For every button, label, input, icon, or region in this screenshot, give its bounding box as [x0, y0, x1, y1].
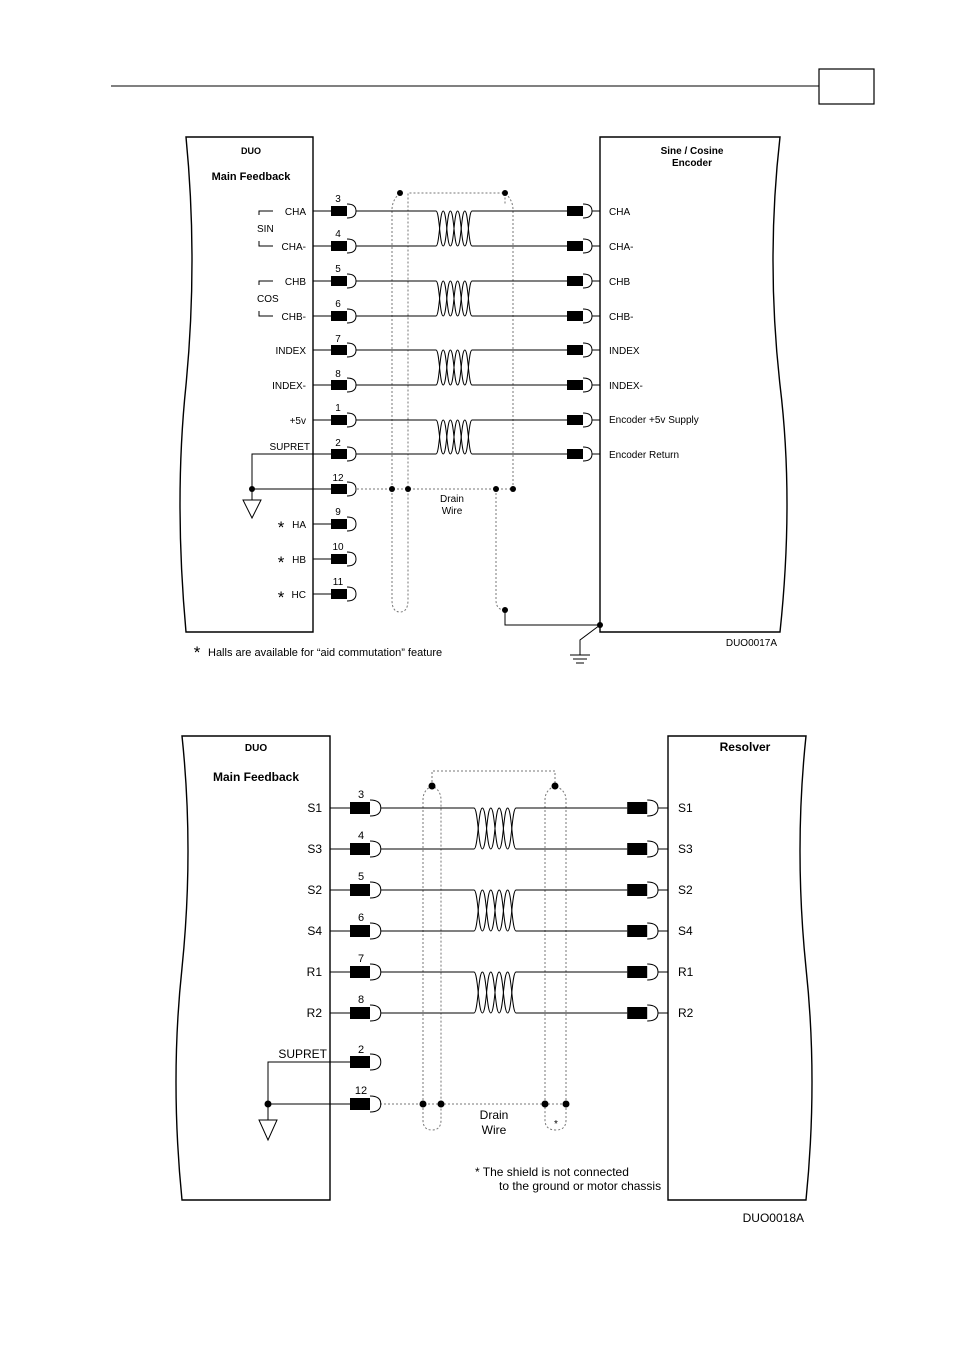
shield-note-line2: to the ground or motor chassis — [499, 1179, 662, 1193]
shield-to-chassis-wire — [505, 610, 600, 625]
pin-cup — [583, 239, 592, 253]
pin-number: 7 — [357, 953, 365, 965]
pin-cup — [370, 1054, 381, 1070]
duo-title: DUO — [241, 146, 261, 156]
pin-number: 2 — [335, 438, 341, 449]
supret-ground-wire — [252, 454, 313, 489]
resolver-signal-label: S1 — [678, 801, 693, 815]
pin-cup — [583, 413, 592, 427]
shield-left-loop — [392, 193, 505, 612]
duo-title: DUO — [244, 743, 268, 754]
signal-label: CHA- — [281, 242, 306, 253]
pin-cup — [583, 204, 592, 218]
pin-block — [350, 1007, 370, 1019]
drain-label-line1: Drain — [440, 494, 464, 505]
drain-dot — [493, 486, 499, 492]
pin-block — [331, 589, 347, 599]
resolver-signal-label: R1 — [678, 965, 694, 979]
pin-number: 4 — [335, 229, 341, 240]
encoder-signal-label: CHB — [609, 277, 631, 288]
shield-top-bridge — [432, 771, 555, 786]
pin-block — [567, 345, 583, 355]
signal-label: HA — [292, 520, 306, 531]
encoder-signal-label: Encoder Return — [609, 450, 680, 461]
drain-dot — [510, 486, 516, 492]
pin-block — [331, 276, 347, 286]
encoder-signal-label: INDEX- — [609, 381, 643, 392]
pin-number: 5 — [357, 871, 365, 883]
drain-label-line2: Wire — [481, 1123, 507, 1137]
pin-block — [350, 925, 370, 937]
pin-cup — [370, 882, 381, 898]
cos-bracket — [257, 281, 279, 316]
cos-label: COS — [257, 294, 279, 305]
resolver-signal-label: S3 — [678, 842, 693, 856]
drain-dot — [389, 486, 395, 492]
pin-block — [331, 484, 347, 494]
pin-cup — [347, 482, 356, 496]
pin-block — [331, 345, 347, 355]
pin-cup — [347, 587, 356, 601]
resolver-signal-label: R2 — [678, 1006, 694, 1020]
signal-label: CHA — [284, 207, 306, 218]
pin-block — [567, 276, 583, 286]
pin-cup — [370, 1005, 381, 1021]
pin-cup — [370, 1096, 381, 1112]
signal-label: S2 — [307, 883, 322, 897]
pin-block — [627, 802, 647, 814]
pin-cup — [583, 343, 592, 357]
pin-block — [331, 519, 347, 529]
pin-cup — [647, 1005, 658, 1021]
encoder-signal-label: CHB- — [609, 312, 634, 323]
pin-block — [567, 449, 583, 459]
pin-block — [331, 449, 347, 459]
pin-block — [350, 1056, 370, 1068]
sincos-encoder-diagram — [180, 137, 787, 663]
drain-dot — [542, 1101, 549, 1108]
pin-block — [331, 415, 347, 425]
encoder-signal-label: Encoder +5v Supply — [609, 415, 699, 426]
pin-group — [330, 800, 668, 1112]
pin-group — [313, 204, 600, 601]
pin-cup — [347, 552, 356, 566]
shield-left-top — [392, 193, 400, 489]
junction-dot — [249, 486, 255, 492]
chassis-ground-lead — [580, 625, 600, 655]
signal-label: INDEX- — [272, 381, 306, 392]
pin-number: 6 — [357, 912, 365, 924]
pin-block — [567, 241, 583, 251]
pin-block — [331, 241, 347, 251]
shield-right-top — [505, 193, 513, 489]
pin-cup — [347, 239, 356, 253]
shield-right-top — [545, 786, 555, 1104]
signal-label: R2 — [306, 1006, 322, 1020]
junction-dot — [265, 1101, 272, 1108]
pin-block — [627, 843, 647, 855]
pin-cup — [583, 274, 592, 288]
pin-cup — [347, 343, 356, 357]
pin-number: 9 — [335, 507, 341, 518]
signal-label: S3 — [307, 842, 322, 856]
pin-cup — [647, 964, 658, 980]
encoder-title-line2: Encoder — [671, 158, 713, 169]
pin-number: 6 — [335, 299, 341, 310]
pin-number: 7 — [335, 334, 341, 345]
pin-block — [627, 1007, 647, 1019]
drain-label-line1: Drain — [479, 1108, 509, 1122]
signal-label: SUPRET — [269, 442, 310, 453]
shield-asterisk: * — [554, 1119, 558, 1130]
pin-block — [331, 380, 347, 390]
figure-id: DUO0018A — [742, 1211, 804, 1225]
pin-number: 8 — [357, 994, 365, 1006]
resolver-signal-label: S4 — [678, 924, 693, 938]
pin-cup — [370, 841, 381, 857]
shield-note-line1: * The shield is not connected — [475, 1165, 629, 1179]
pin-cup — [347, 413, 356, 427]
pin-cup — [347, 204, 356, 218]
encoder-title-line1: Sine / Cosine — [660, 146, 724, 157]
sin-label: SIN — [257, 224, 274, 235]
pin-number: 8 — [335, 369, 341, 380]
resolver-title: Resolver — [719, 740, 771, 754]
pin-block — [350, 843, 370, 855]
halls-footnote: Halls are available for “aid commutation” feature — [208, 647, 443, 659]
wire-group — [356, 211, 567, 454]
pin-block — [331, 311, 347, 321]
resolver-diagram — [176, 736, 812, 1225]
signal-label: R1 — [306, 965, 322, 979]
encoder-signal-label: CHA- — [609, 242, 634, 253]
ground-symbol — [259, 1120, 277, 1140]
pin-cup — [347, 274, 356, 288]
drain-dot — [420, 1101, 427, 1108]
sin-bracket — [257, 211, 274, 246]
signal-label: INDEX — [275, 346, 306, 357]
pin-number: 12 — [354, 1085, 368, 1097]
pin-block — [627, 884, 647, 896]
pin-cup — [347, 447, 356, 461]
pin-number: 3 — [335, 194, 341, 205]
hall-asterisk: * — [277, 553, 285, 572]
shield-dot — [429, 783, 436, 790]
main-feedback-label: Main Feedback — [212, 770, 300, 784]
pin-number: 4 — [357, 830, 365, 842]
main-feedback-label: Main Feedback — [211, 171, 291, 183]
pin-block — [350, 1098, 370, 1110]
shield-dot — [502, 190, 508, 196]
signal-label: CHB — [284, 277, 306, 288]
drain-dot — [438, 1101, 445, 1108]
pin-number: 10 — [332, 542, 344, 553]
pin-cup — [647, 800, 658, 816]
pin-number: 1 — [335, 403, 341, 414]
encoder-signal-label: CHA — [609, 207, 631, 218]
signal-label: +5v — [289, 416, 306, 427]
pin-cup — [583, 309, 592, 323]
pin-block — [627, 966, 647, 978]
pin-cup — [370, 800, 381, 816]
pin-cup — [647, 841, 658, 857]
pin-block — [331, 206, 347, 216]
resolver-signal-label: S2 — [678, 883, 693, 897]
drain-dot — [405, 486, 411, 492]
pin-block — [567, 311, 583, 321]
shield-right-outer — [555, 786, 566, 1104]
pin-number: 2 — [357, 1044, 365, 1056]
shield-left-top — [423, 786, 432, 1104]
drain-dot — [563, 1101, 570, 1108]
hall-asterisk: * — [277, 518, 285, 537]
drain-label-line2: Wire — [441, 506, 463, 517]
pin-cup — [370, 923, 381, 939]
pin-number: 11 — [332, 577, 344, 588]
signal-label: S4 — [307, 924, 322, 938]
pin-block — [350, 884, 370, 896]
pin-cup — [347, 517, 356, 531]
pin-cup — [583, 447, 592, 461]
pin-block — [567, 206, 583, 216]
pin-cup — [347, 309, 356, 323]
signal-label: SUPRET — [278, 1047, 327, 1061]
shield-left-loop — [423, 786, 441, 1130]
pin-cup — [370, 964, 381, 980]
pin-number: 12 — [332, 473, 344, 484]
hall-asterisk: * — [277, 588, 285, 607]
wire-group — [381, 808, 627, 1013]
signal-label: HB — [292, 555, 306, 566]
figure-id: DUO0017A — [725, 638, 777, 649]
pin-cup — [647, 923, 658, 939]
pin-cup — [647, 882, 658, 898]
pin-number: 5 — [335, 264, 341, 275]
shield-dot — [397, 190, 403, 196]
pin-cup — [583, 378, 592, 392]
pin-block — [567, 380, 583, 390]
signal-label: S1 — [307, 801, 322, 815]
page-number-box — [819, 69, 874, 104]
encoder-signal-label: INDEX — [609, 346, 640, 357]
supret-ground-wire — [268, 1062, 330, 1104]
pin-block — [350, 802, 370, 814]
footnote-asterisk: * — [193, 643, 201, 662]
shield-dot — [552, 783, 559, 790]
pin-block — [350, 966, 370, 978]
shield-right-drop — [496, 489, 505, 610]
signal-label: HC — [291, 590, 306, 601]
pin-cup — [347, 378, 356, 392]
pin-number: 3 — [357, 789, 365, 801]
pin-block — [331, 554, 347, 564]
ground-symbol — [243, 500, 261, 518]
signal-label: CHB- — [281, 312, 306, 323]
pin-block — [567, 415, 583, 425]
pin-block — [627, 925, 647, 937]
